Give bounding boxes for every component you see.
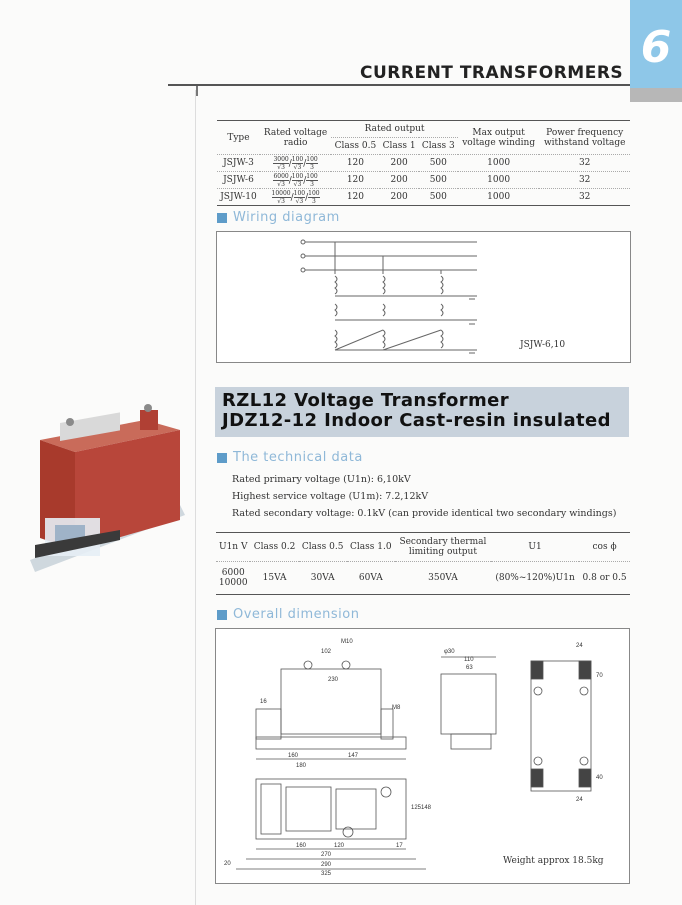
cell-class05: 120 — [331, 189, 379, 206]
tech-line: Highest service voltage (U1m): 7.2,12kV — [232, 491, 429, 502]
page-title: CURRENT TRANSFORMERS — [360, 63, 624, 83]
cell-ratio: $\frac{6000}{√3}$ / $\frac{100}{√3}$ / $\frac{100}{3}$ — [260, 172, 331, 189]
col-power-frequency: Power frequency withstand voltage — [543, 127, 626, 148]
cell-type: JSJW-3 — [217, 155, 260, 172]
dim-label: 40 — [596, 775, 603, 781]
wiring-diagram-box — [216, 231, 631, 363]
cell-type: JSJW-10 — [217, 189, 260, 206]
cell-class1: 200 — [380, 155, 419, 172]
banner-line-1: RZL12 Voltage Transformer — [222, 390, 510, 411]
col-type: Type — [227, 132, 250, 143]
wiring-heading: Wiring diagram — [233, 210, 340, 225]
table-row — [216, 562, 630, 595]
table-row — [217, 189, 630, 206]
cell-u1n: 6000 10000 — [218, 568, 248, 588]
dim-label: 160 — [288, 753, 299, 759]
cell-class3: 500 — [419, 172, 458, 189]
cell-class3: 500 — [419, 189, 458, 206]
dim-label: M8 — [392, 705, 401, 711]
banner-line-2: JDZ12-12 Indoor Cast-resin insulated — [222, 410, 611, 431]
col-max-output: Max output voltage winding — [462, 127, 536, 148]
section-marker — [217, 213, 227, 223]
col-class05: Class 0.5 — [299, 533, 347, 562]
col-class02: Class 0.2 — [250, 533, 298, 562]
dim-label: 63 — [466, 665, 473, 671]
cell-class10: 60VA — [358, 573, 383, 583]
dim-label: 325 — [321, 871, 332, 877]
wiring-diagram — [217, 232, 630, 362]
dimension-drawing-box — [215, 628, 630, 884]
dim-label: 17 — [396, 843, 403, 849]
cell-class05: 30VA — [310, 573, 335, 583]
weight-label: Weight approx 18.5kg — [503, 856, 604, 866]
header-rule — [168, 84, 630, 86]
col-u1: U1 — [491, 533, 579, 562]
cell-max: 1000 — [458, 189, 539, 206]
dim-label: 24 — [576, 797, 583, 803]
dim-label: 160 — [296, 843, 307, 849]
col-class05: Class 0.5 — [334, 141, 377, 151]
cell-max: 1000 — [458, 172, 539, 189]
dimension-drawing — [216, 629, 629, 883]
dim-label: 147 — [348, 753, 359, 759]
dim-label: 20 — [224, 861, 231, 867]
col-class10: Class 1.0 — [347, 533, 395, 562]
dim-label: φ30 — [444, 649, 455, 655]
dim-label: 180 — [296, 763, 307, 769]
chapter-strip — [630, 88, 682, 102]
chapter-number: 6 — [640, 22, 672, 73]
dimension-heading: Overall dimension — [233, 607, 360, 622]
column-rule — [195, 90, 196, 905]
table-header-row — [217, 121, 630, 138]
ratio-table — [217, 120, 630, 206]
technical-heading: The technical data — [233, 450, 363, 465]
tech-line: Rated primary voltage (U1n): 6,10kV — [232, 474, 411, 485]
cell-class3: 500 — [419, 155, 458, 172]
dim-label: 148 — [421, 805, 432, 811]
col-u1n: U1n V — [216, 533, 250, 562]
cell-type: JSJW-6 — [217, 172, 260, 189]
cell-class02: 15VA — [262, 573, 287, 583]
cell-u1: (80%~120%)U1n — [495, 573, 575, 583]
dim-label: 230 — [328, 677, 339, 683]
transformer-illustration — [20, 400, 190, 575]
dim-label: 120 — [334, 843, 345, 849]
col-thermal: Secondary thermal limiting output — [395, 533, 491, 562]
cell-thermal: 350VA — [428, 573, 458, 583]
dim-label: 70 — [596, 673, 603, 679]
cell-ratio: $\frac{3000}{√3}$ / $\frac{100}{√3}$ / $\frac{100}{3}$ — [260, 155, 331, 172]
header-tick — [196, 86, 198, 96]
dim-label: 125 — [411, 805, 422, 811]
cell-class05: 120 — [331, 172, 379, 189]
cell-class05: 120 — [331, 155, 379, 172]
cell-cos: 0.8 or 0.5 — [582, 573, 627, 583]
section-marker — [217, 453, 227, 463]
cell-max: 1000 — [458, 155, 539, 172]
dim-label: 16 — [260, 699, 267, 705]
cell-class1: 200 — [380, 189, 419, 206]
cell-ratio: $\frac{10000}{√3}$ / $\frac{100}{√3}$ / $\frac{100}{3}$ — [260, 189, 331, 206]
wiring-model-label: JSJW-6,10 — [520, 340, 566, 350]
section-marker — [217, 610, 227, 620]
dim-label: 110 — [464, 657, 474, 663]
dim-label: 270 — [321, 852, 332, 858]
cell-pf: 32 — [539, 155, 630, 172]
technical-table — [216, 532, 630, 595]
col-rated-output: Rated output — [331, 121, 458, 138]
tech-line: Rated secondary voltage: 0.1kV (can provide identical two secondary windings) — [232, 508, 617, 519]
col-class1: Class 1 — [382, 141, 416, 151]
table-header-row — [216, 533, 630, 562]
col-class3: Class 3 — [421, 141, 455, 151]
dim-label: 24 — [576, 643, 583, 649]
cell-class1: 200 — [380, 172, 419, 189]
cell-pf: 32 — [539, 189, 630, 206]
dim-label: M10 — [341, 639, 353, 645]
col-ratio: Rated voltage radio — [263, 127, 328, 148]
dim-label: 102 — [321, 649, 332, 655]
table-row — [217, 172, 630, 189]
cell-pf: 32 — [539, 172, 630, 189]
dim-label: 290 — [321, 862, 332, 868]
col-cos: cos ϕ — [579, 533, 630, 562]
table-row — [217, 155, 630, 172]
